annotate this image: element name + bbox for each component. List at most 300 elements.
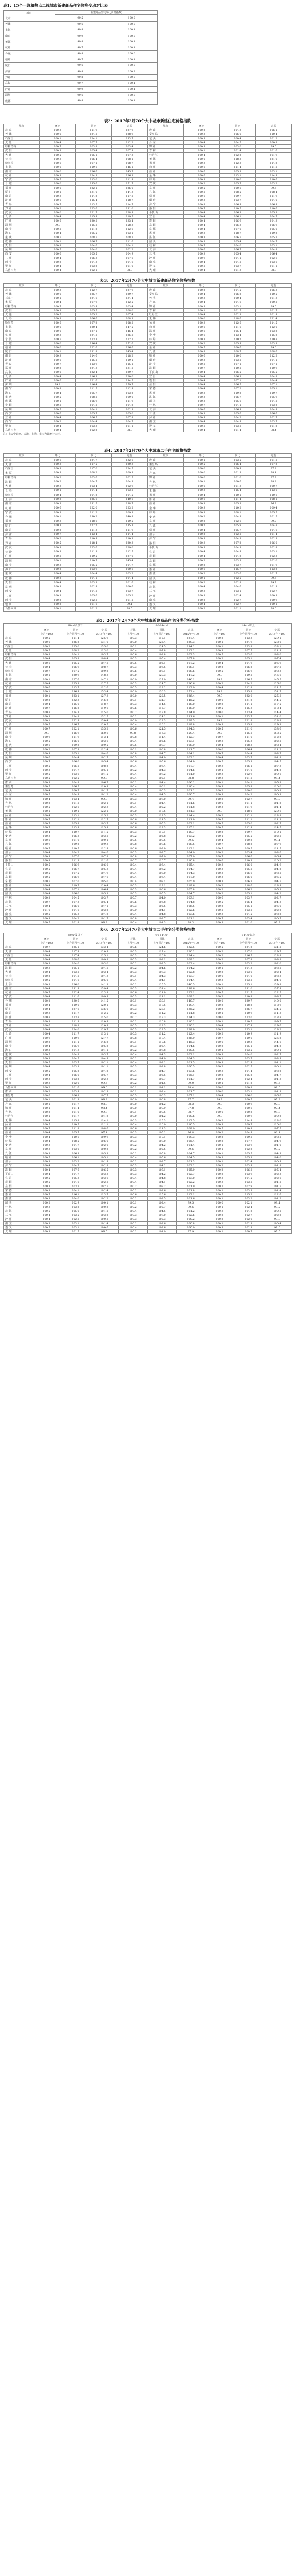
table-cell: 100.1 — [106, 39, 158, 45]
table-cell: 100.6 — [40, 219, 76, 223]
table-cell: 103.4 — [148, 1090, 177, 1094]
table-cell: 104.1 — [112, 244, 148, 248]
table-cell: 100.1 — [263, 1048, 292, 1053]
table-row — [4, 912, 292, 917]
table-cell: 100.2 — [205, 958, 234, 962]
table-cell-city: 合肥 — [4, 51, 55, 57]
table-cell: 100.3 — [184, 506, 220, 511]
table-cell: 100.0 — [40, 186, 76, 190]
table-cell: 99.6 — [177, 1147, 205, 1151]
table-cell: 119.7 — [263, 950, 292, 954]
table-cell: 102.3 — [90, 1090, 119, 1094]
table-cell: 101.0 — [61, 1110, 90, 1114]
table-cell-city: 哈尔滨 — [4, 321, 40, 325]
table-cell: 131.8 — [263, 945, 292, 950]
table-cell-city: 合 肥 — [4, 999, 32, 1003]
table-row — [4, 950, 292, 954]
table-cell: 151.7 — [263, 690, 292, 694]
table-cell: 100.5 — [32, 1156, 61, 1160]
table-cell: 110.5 — [256, 292, 292, 296]
table-cell: 98.7 — [177, 1110, 205, 1114]
table-cell: 113.4 — [90, 735, 119, 739]
table-cell: 114.5 — [256, 321, 292, 325]
table-cell: 100.1 — [90, 1201, 119, 1205]
table-cell: 103.1 — [177, 1053, 205, 1057]
table-cell: 107.1 — [177, 1094, 205, 1098]
table-cell: 101.9 — [177, 1184, 205, 1189]
table-row — [4, 987, 292, 991]
table-cell-city: 杭 州 — [4, 991, 32, 995]
table-cell: 99.8 — [55, 69, 106, 75]
table-cell: 147.5 — [112, 325, 148, 329]
table-cell: 101.7 — [90, 789, 119, 793]
table-header-col: 定基 — [90, 628, 119, 632]
table-cell: 99.6 — [177, 1205, 205, 1209]
table-cell-city: 唐 山 — [4, 1090, 32, 1094]
table-row — [4, 1106, 292, 1110]
table-row — [4, 519, 292, 524]
table-cell: 100.4 — [184, 493, 220, 498]
table-cell: 98.8 — [256, 480, 292, 484]
table-row — [4, 219, 292, 223]
table-cell: 100.5 — [40, 235, 76, 240]
table-cell: 100.4 — [184, 219, 220, 223]
table-row — [4, 1205, 292, 1209]
table-cell-city: 宜 昌 — [148, 375, 184, 379]
table-cell: 122.6 — [76, 346, 112, 350]
table-cell: 106.7 — [220, 395, 256, 399]
table-cell-city: 丹 东 — [4, 793, 32, 797]
table-cell: 100.5 — [32, 912, 61, 917]
table-cell: 99.6 — [90, 1081, 119, 1086]
table-row — [4, 900, 292, 904]
table-header-base: 上年同月=100 — [148, 632, 177, 636]
table-cell: 99.9 — [205, 1102, 234, 1106]
table-cell: 103.2 — [90, 1213, 119, 1217]
table-row — [4, 962, 292, 966]
table-cell: 100.2 — [119, 1020, 148, 1024]
table-cell-city: 呼和浩特 — [4, 145, 40, 149]
table-cell: 119.7 — [256, 391, 292, 395]
table-cell: 100.3 — [119, 1073, 148, 1077]
table-cell: 105.5 — [256, 370, 292, 375]
table-row — [4, 379, 292, 383]
table-cell: 108.7 — [112, 161, 148, 165]
table-cell: 104.5 — [148, 793, 177, 797]
table-header-col: 定基 — [90, 937, 119, 941]
table-cell: 105.1 — [234, 904, 263, 908]
table-cell: 106.0 — [61, 904, 90, 908]
table-cell: 105.3 — [148, 822, 177, 826]
table-cell: 100.2 — [119, 1011, 148, 1015]
table-cell: 100.6 — [177, 1114, 205, 1118]
table-cell: 101.5 — [256, 515, 292, 519]
table4-section — [0, 448, 295, 618]
table-row — [4, 657, 292, 661]
table-cell: 103.1 — [220, 589, 256, 594]
table-cell: 107.3 — [61, 748, 90, 752]
table-cell: 102.6 — [256, 256, 292, 260]
table-cell: 100.3 — [119, 1044, 148, 1048]
table-cell: 107.8 — [90, 855, 119, 859]
table-row — [4, 1114, 292, 1118]
table-cell: 125.9 — [90, 636, 119, 640]
table-cell: 100.7 — [119, 1015, 148, 1020]
table-cell-city: 唐 山 — [4, 781, 32, 785]
table-cell: 100.3 — [184, 198, 220, 202]
table-cell: 105.5 — [76, 309, 112, 313]
table-cell: 128.9 — [112, 211, 148, 215]
table-cell: 104.9 — [256, 408, 292, 412]
table-cell: 100.2 — [184, 128, 220, 132]
table-cell: 129.7 — [234, 999, 263, 1003]
table-cell: 119.1 — [61, 809, 90, 814]
table-cell: 101.1 — [90, 1048, 119, 1053]
table-cell: 100.2 — [32, 748, 61, 752]
table-cell: 110.5 — [220, 207, 256, 211]
table-cell-city: 石家庄 — [4, 645, 32, 649]
table-cell: 109.9 — [90, 1135, 119, 1139]
table-cell: 102.5 — [61, 776, 90, 781]
table-cell: 99.3 — [90, 776, 119, 781]
table-cell-city: 武 汉 — [4, 719, 32, 723]
table-cell-city: 武 汉 — [4, 370, 40, 375]
table-row — [4, 1184, 292, 1189]
table-cell: 100.5 — [184, 186, 220, 190]
table-cell: 101.2 — [148, 1102, 177, 1106]
table-row — [4, 1057, 292, 1061]
table-cell: 100.7 — [40, 202, 76, 207]
table-cell: 100.3 — [205, 764, 234, 768]
table-cell-city: 三 亚 — [148, 412, 184, 416]
table-row — [4, 506, 292, 511]
table-cell-city: 太 原 — [4, 649, 32, 653]
table-cell: 99.9 — [55, 87, 106, 93]
table-cell: 108.1 — [256, 497, 292, 502]
table-row — [4, 227, 292, 231]
table-cell: 146.2 — [90, 698, 119, 702]
table-cell-city: 郑 州 — [4, 715, 32, 719]
table-cell: 100.3 — [205, 649, 234, 653]
table-cell: 146.6 — [263, 673, 292, 677]
table-cell: 103.2 — [148, 772, 177, 776]
table-cell: 103.7 — [61, 1061, 90, 1065]
table-cell: 101.8 — [263, 1180, 292, 1184]
table-header-col: 同比 — [76, 284, 112, 288]
table-cell: 124.5 — [148, 645, 177, 649]
table-cell: 103.1 — [256, 244, 292, 248]
table-cell: 103.5 — [220, 458, 256, 463]
table-cell: 107.1 — [220, 362, 256, 366]
table-cell: 115.1 — [177, 826, 205, 830]
table3 — [3, 283, 292, 432]
table-row — [4, 317, 292, 321]
table-cell-city: 广 州 — [4, 1036, 32, 1040]
table-cell-city: 乌鲁木齐 — [4, 428, 40, 432]
table-cell: 100.0 — [205, 698, 234, 702]
table-cell: 110.6 — [256, 207, 292, 211]
table-cell: 109.2 — [61, 842, 90, 846]
table-cell: 103.6 — [220, 572, 256, 577]
table-cell: 98.3 — [177, 1102, 205, 1106]
table-cell: 111.6 — [112, 240, 148, 244]
table-cell: 100.2 — [205, 1028, 234, 1032]
table-cell: 100.0 — [119, 640, 148, 645]
table-cell: 100.6 — [32, 1094, 61, 1098]
table-row — [4, 785, 292, 789]
table-row — [4, 1226, 292, 1230]
table-cell: 97.7 — [177, 1098, 205, 1102]
table-cell-city: 安 庆 — [148, 515, 184, 519]
table-cell: 100.5 — [32, 772, 61, 776]
table-cell: 115.7 — [220, 567, 256, 572]
table-cell: 100.1 — [205, 1230, 234, 1234]
table-row — [4, 991, 292, 995]
table-cell: 100.3 — [119, 657, 148, 661]
table-cell: 100.3 — [119, 970, 148, 974]
table-cell: 108.8 — [112, 321, 148, 325]
table-cell: 107.0 — [177, 855, 205, 859]
table-cell: 103.7 — [61, 1184, 90, 1189]
table-cell: 112.4 — [177, 1032, 205, 1036]
table-cell: 102.6 — [61, 805, 90, 809]
table-cell: 100.3 — [40, 174, 76, 178]
table-cell-city: 成 都 — [4, 399, 40, 403]
table-cell: 106.4 — [234, 748, 263, 752]
table-cell: 126.3 — [112, 174, 148, 178]
table-cell: 108.3 — [112, 317, 148, 321]
table-cell: 102.9 — [234, 1061, 263, 1065]
table-cell: 100.1 — [40, 296, 76, 300]
table-cell: 100.4 — [119, 879, 148, 884]
table-cell: 100.3 — [40, 585, 76, 589]
table-cell: 119.1 — [112, 358, 148, 362]
table-cell: 125.8 — [263, 694, 292, 698]
table-row — [4, 244, 292, 248]
table-cell-city: 厦门 — [4, 63, 55, 69]
table-cell: 103.2 — [256, 182, 292, 186]
table-row — [4, 917, 292, 921]
table-cell: 105.1 — [177, 1073, 205, 1077]
table-cell: 126.6 — [112, 346, 148, 350]
table-row — [4, 756, 292, 760]
table-cell-city: 蚌 埠 — [4, 1139, 32, 1143]
table-cell: 109.5 — [90, 743, 119, 748]
table-cell: 104.9 — [263, 1139, 292, 1143]
table-cell: 100.1 — [119, 698, 148, 702]
table-cell-city: 洛 阳 — [148, 207, 184, 211]
table-cell: 100.4 — [184, 428, 220, 432]
table-cell-city: 太 原 — [4, 300, 40, 304]
table-cell: 122.1 — [61, 727, 90, 731]
table-cell: 110.6 — [256, 493, 292, 498]
table-cell: 115.2 — [90, 814, 119, 818]
table-cell: 100.6 — [112, 567, 148, 572]
table-cell: 145.2 — [177, 698, 205, 702]
table-cell-city: 泉 州 — [4, 838, 32, 842]
table-cell: 100.9 — [263, 1160, 292, 1164]
table-cell: 106.6 — [234, 855, 263, 859]
table-cell: 105.8 — [234, 867, 263, 871]
table-cell: 104.3 — [90, 974, 119, 978]
table-cell: 102.8 — [220, 581, 256, 585]
table-cell: 103.8 — [220, 358, 256, 362]
table-cell: 101.0 — [32, 908, 61, 912]
table-cell: 104.1 — [148, 908, 177, 912]
table-cell-city: 北 海 — [4, 1209, 32, 1213]
table-cell: 100.1 — [119, 1201, 148, 1205]
table-cell: 100.2 — [40, 260, 76, 264]
table-cell: 102.1 — [148, 776, 177, 781]
table-cell: 102.2 — [263, 1213, 292, 1217]
table-cell: 105.4 — [76, 149, 112, 153]
table-cell: 100.6 — [112, 585, 148, 589]
table-cell: 106.3 — [61, 834, 90, 838]
table-cell: 105.0 — [61, 1209, 90, 1213]
table-cell-city: 扬 州 — [148, 161, 184, 165]
table-cell: 126.0 — [263, 682, 292, 686]
table-cell: 103.7 — [90, 822, 119, 826]
table-cell: 104.5 — [263, 760, 292, 764]
table-cell: 127.1 — [76, 329, 112, 333]
table-cell: 102.2 — [112, 248, 148, 252]
table-cell: 99.0 — [177, 1081, 205, 1086]
table-cell: 104.8 — [76, 403, 112, 408]
table-row — [4, 851, 292, 855]
table-cell: 106.1 — [148, 785, 177, 789]
table-cell: 103.7 — [148, 917, 177, 921]
table-row — [4, 781, 292, 785]
table-cell: 114.6 — [76, 354, 112, 358]
table-cell: 100.3 — [184, 511, 220, 515]
table-cell-city: 济 宁 — [4, 855, 32, 859]
table-cell: 103.0 — [148, 1213, 177, 1217]
table-cell-city: 杭 州 — [4, 174, 40, 178]
table-cell-city: 常 德 — [4, 879, 32, 884]
table-cell: 122.5 — [148, 694, 177, 698]
table-cell: 100.3 — [184, 502, 220, 506]
table-cell: 101.3 — [256, 296, 292, 300]
table-cell-city: 西 安 — [4, 589, 40, 594]
table-cell: 100.4 — [205, 661, 234, 665]
table-cell: 105.0 — [177, 879, 205, 884]
table-cell: 111.9 — [112, 528, 148, 533]
table-cell-city: 常 德 — [4, 1189, 32, 1193]
table-cell: 106.2 — [177, 781, 205, 785]
table-cell: 108.7 — [148, 743, 177, 748]
table-cell: 98.9 — [90, 1102, 119, 1106]
table-cell: 103.2 — [61, 1077, 90, 1081]
table-cell: 100.1 — [184, 149, 220, 153]
table-cell: 127.5 — [90, 682, 119, 686]
table-cell: 107.6 — [61, 879, 90, 884]
table-cell: 100.7 — [40, 145, 76, 149]
table-cell-city: 海 口 — [4, 1048, 32, 1053]
table-cell: 105.3 — [234, 739, 263, 743]
table-cell: 111.9 — [263, 649, 292, 653]
table-cell: 100.1 — [40, 515, 76, 519]
table-cell: 134.5 — [263, 1007, 292, 1011]
table-cell: 119.5 — [112, 519, 148, 524]
table-cell: 106.5 — [220, 370, 256, 375]
table-cell-city: 北 京 — [4, 945, 32, 950]
table-cell: 107.6 — [61, 1168, 90, 1172]
table-cell: 106.9 — [220, 202, 256, 207]
table-cell: 107.7 — [76, 141, 112, 145]
table-cell: 100.3 — [40, 502, 76, 506]
table-cell: 104.5 — [61, 1057, 90, 1061]
table-cell-city: 襄 阳 — [148, 554, 184, 559]
table-cell: 100.1 — [205, 1020, 234, 1024]
table-cell: 102.4 — [220, 594, 256, 598]
table-cell: 123.1 — [234, 1028, 263, 1032]
table-cell: 100.1 — [119, 1110, 148, 1114]
table-cell: 100.1 — [106, 27, 158, 33]
table-cell: 106.0 — [234, 863, 263, 867]
table-cell-city: 韶 关 — [148, 576, 184, 581]
table-cell: 122.1 — [76, 186, 112, 190]
table-cell: 109.8 — [90, 958, 119, 962]
table-cell: 112.9 — [112, 387, 148, 391]
table-cell-city: 南 京 — [4, 502, 40, 506]
table-cell-city: 成 都 — [4, 748, 32, 752]
table-cell: 123.1 — [61, 694, 90, 698]
table-cell-city: 北 京 — [4, 288, 40, 292]
table-cell: 125.4 — [148, 640, 177, 645]
table-cell: 110.5 — [61, 1123, 90, 1127]
table-cell: 104.9 — [263, 863, 292, 867]
table-cell: 101.1 — [112, 424, 148, 428]
table-cell: 100.3 — [40, 484, 76, 489]
table-header-group: 新建商品住宅环比价格指数 — [55, 11, 157, 15]
table-cell: 96.4 — [263, 1131, 292, 1135]
table-cell-city: 厦 门 — [4, 523, 40, 528]
table-cell-city: 南 昌 — [4, 702, 32, 706]
table-cell: 102.7 — [148, 1077, 177, 1081]
table-cell-city: 岳 阳 — [148, 383, 184, 387]
table-cell-city: 太 原 — [4, 958, 32, 962]
table-cell: 127.2 — [76, 523, 112, 528]
table-cell: 100.3 — [184, 132, 220, 137]
table-cell: 105.4 — [90, 760, 119, 764]
table-cell: 103.8 — [61, 970, 90, 974]
table-cell: 136.4 — [76, 342, 112, 346]
table-cell: 102.2 — [90, 1197, 119, 1201]
table-row — [4, 412, 292, 416]
table-cell: 103.4 — [112, 304, 148, 309]
table-cell: 100.8 — [184, 350, 220, 354]
table-cell: 100.5 — [205, 822, 234, 826]
table-cell-city: 呼和浩特 — [4, 962, 32, 966]
table-cell: 135.0 — [90, 645, 119, 649]
table-cell: 99.1 — [263, 838, 292, 842]
table-cell: 118.6 — [234, 884, 263, 888]
table-header-col: 定基 — [112, 124, 148, 128]
table-header-col: 定基 — [256, 124, 292, 128]
table-cell: 105.3 — [220, 170, 256, 174]
table-cell: 99.6 — [55, 21, 106, 27]
table-cell: 100.2 — [119, 834, 148, 838]
table-cell: 97.5 — [263, 1230, 292, 1234]
table-cell: 101.8 — [90, 1209, 119, 1213]
table-cell: 100.2 — [205, 797, 234, 801]
table-cell: 115.2 — [256, 333, 292, 337]
table-cell: 100.8 — [184, 190, 220, 194]
table-cell: 104.8 — [61, 974, 90, 978]
table-cell: 100.3 — [32, 1057, 61, 1061]
table-cell: 106.5 — [90, 1168, 119, 1172]
table-cell: 100.0 — [106, 21, 158, 27]
